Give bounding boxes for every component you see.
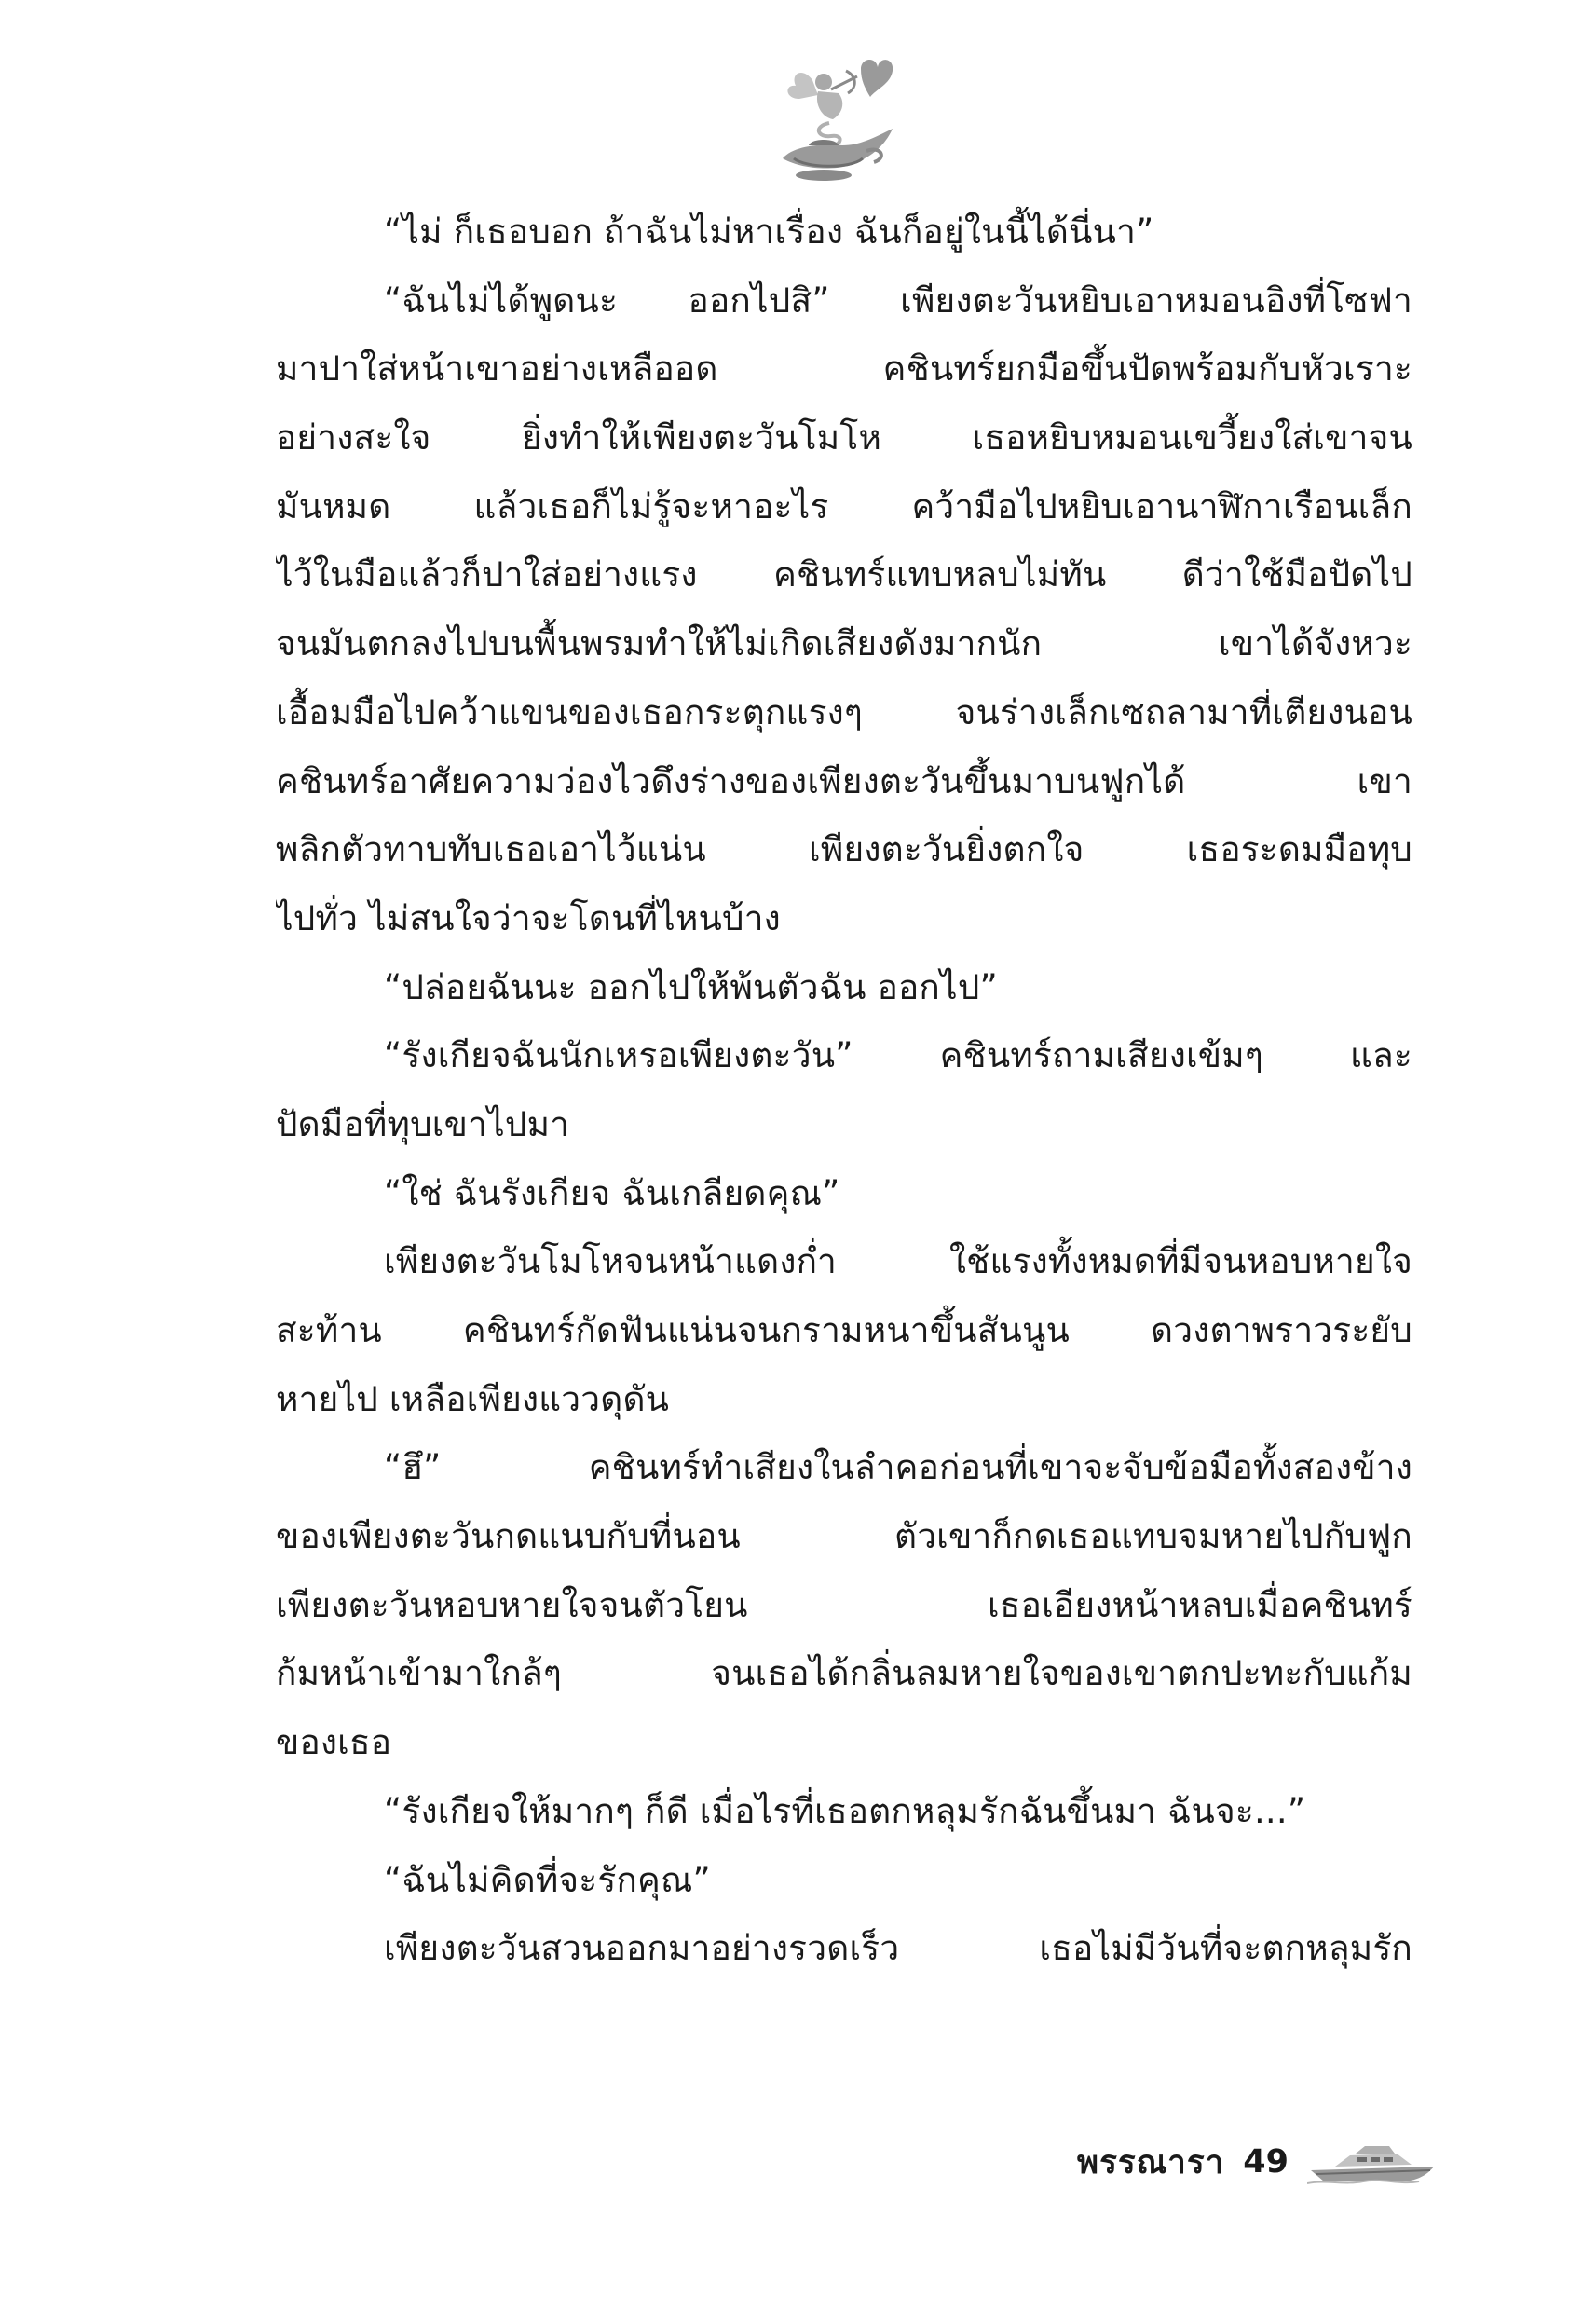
text-line: ก้มหน้าเข้ามาใกล้ๆ จนเธอได้กลิ่นลมหายใจของเขาตกปะทะกับแก้ม [276,1653,1412,1694]
text-line: คชินทร์อาศัยความว่องไวดึงร่างของเพียงตะวันขึ้นมาบนฟูกได้ เขา [276,760,1412,801]
text-line: อย่างสะใจ ยิ่งทำให้เพียงตะวันโมโห เธอหยิบหมอนเขวี้ยงใส่เขาจน [276,417,1412,458]
text-line: “ไม่ ก็เธอบอก ถ้าฉันไม่หาเรื่อง ฉันก็อยู่ในนี้ได้นี่นา” [384,212,1154,252]
text-line: ปัดมือที่ทุบเขาไปมา [276,1103,570,1144]
text-line: พลิกตัวทาบทับเธอเอาไว้แน่น เพียงตะวันยิ่งตกใจ เธอระดมมือทุบ [276,829,1412,870]
text-line: ไปทั่ว ไม่สนใจว่าจะโดนที่ไหนบ้าง [276,897,781,938]
text-line: “รังเกียจฉันนักเหรอเพียงตะวัน” คชินทร์ถามเสียงเข้มๆ และ [384,1035,1412,1076]
text-line: “ปล่อยฉันนะ ออกไปให้พ้นตัวฉัน ออกไป” [384,966,998,1007]
text-line: จนมันตกลงไปบนพื้นพรมทำให้ไม่เกิดเสียงดังมากนัก เขาได้จังหวะ [276,623,1412,664]
body-text [276,198,1412,1983]
text-line: มันหมด แล้วเธอก็ไม่รู้จะหาอะไร คว้ามือไปหยิบเอานาฬิกาเรือนเล็ก [276,485,1412,526]
text-line: ของเธอ [276,1722,392,1763]
text-line: ไว้ในมือแล้วก็ปาใส่อย่างแรง คชินทร์แทบหลบไม่ทัน ดีว่าใช้มือปัดไป [276,554,1412,595]
text-line: “ฮึ” คชินทร์ทำเสียงในลำคอก่อนที่เขาจะจับข้อมือทั้งสองข้าง [384,1447,1412,1488]
text-line: มาปาใส่หน้าเขาอย่างเหลืออด คชินทร์ยกมือขึ้นปัดพร้อมกับหัวเราะ [276,349,1412,390]
text-line: “ฉันไม่คิดที่จะรักคุณ” [384,1859,711,1900]
text-line: “รังเกียจให้มากๆ ก็ดี เมื่อไรที่เธอตกหลุมรักฉันขึ้นมา ฉันจะ...” [384,1790,1306,1831]
text-line: เอื้อมมือไปคว้าแขนของเธอกระตุกแรงๆ จนร่างเล็กเซถลามาที่เตียงนอน [276,691,1412,732]
text-line: “ใช่ ฉันรังเกียจ ฉันเกลียดคุณ” [384,1172,840,1213]
text-line: เพียงตะวันสวนออกมาอย่างรวดเร็ว เธอไม่มีวันที่จะตกหลุมรัก [384,1928,1412,1969]
text-line: เพียงตะวันโมโหจนหน้าแดงก่ำ ใช้แรงทั้งหมดที่มีจนหอบหายใจ [384,1241,1412,1282]
page-number: 49 [1243,2143,1289,2181]
genie-lamp-cupid-ornament-icon [757,48,915,188]
text-line: เพียงตะวันหอบหายใจจนตัวโยน เธอเอียงหน้าหลบเมื่อคชินทร์ [276,1584,1412,1625]
page-footer [1077,2134,1438,2190]
text-line: “ฉันไม่ได้พูดนะ ออกไปสิ” เพียงตะวันหยิบเอาหมอนอิงที่โซฟา [384,280,1412,321]
text-line: ของเพียงตะวันกดแนบกับที่นอน ตัวเขาก็กดเธอแทบจมหายไปกับฟูก [276,1516,1412,1557]
text-line: สะท้าน คชินทร์กัดฟันแน่นจนกรามหนาขึ้นสันนูน ดวงตาพราวระยับ [276,1310,1412,1350]
text-line: หายไป เหลือเพียงแววดุดัน [276,1378,670,1419]
book-title: พรรณารา [1077,2143,1225,2181]
yacht-icon [1307,2139,1438,2185]
